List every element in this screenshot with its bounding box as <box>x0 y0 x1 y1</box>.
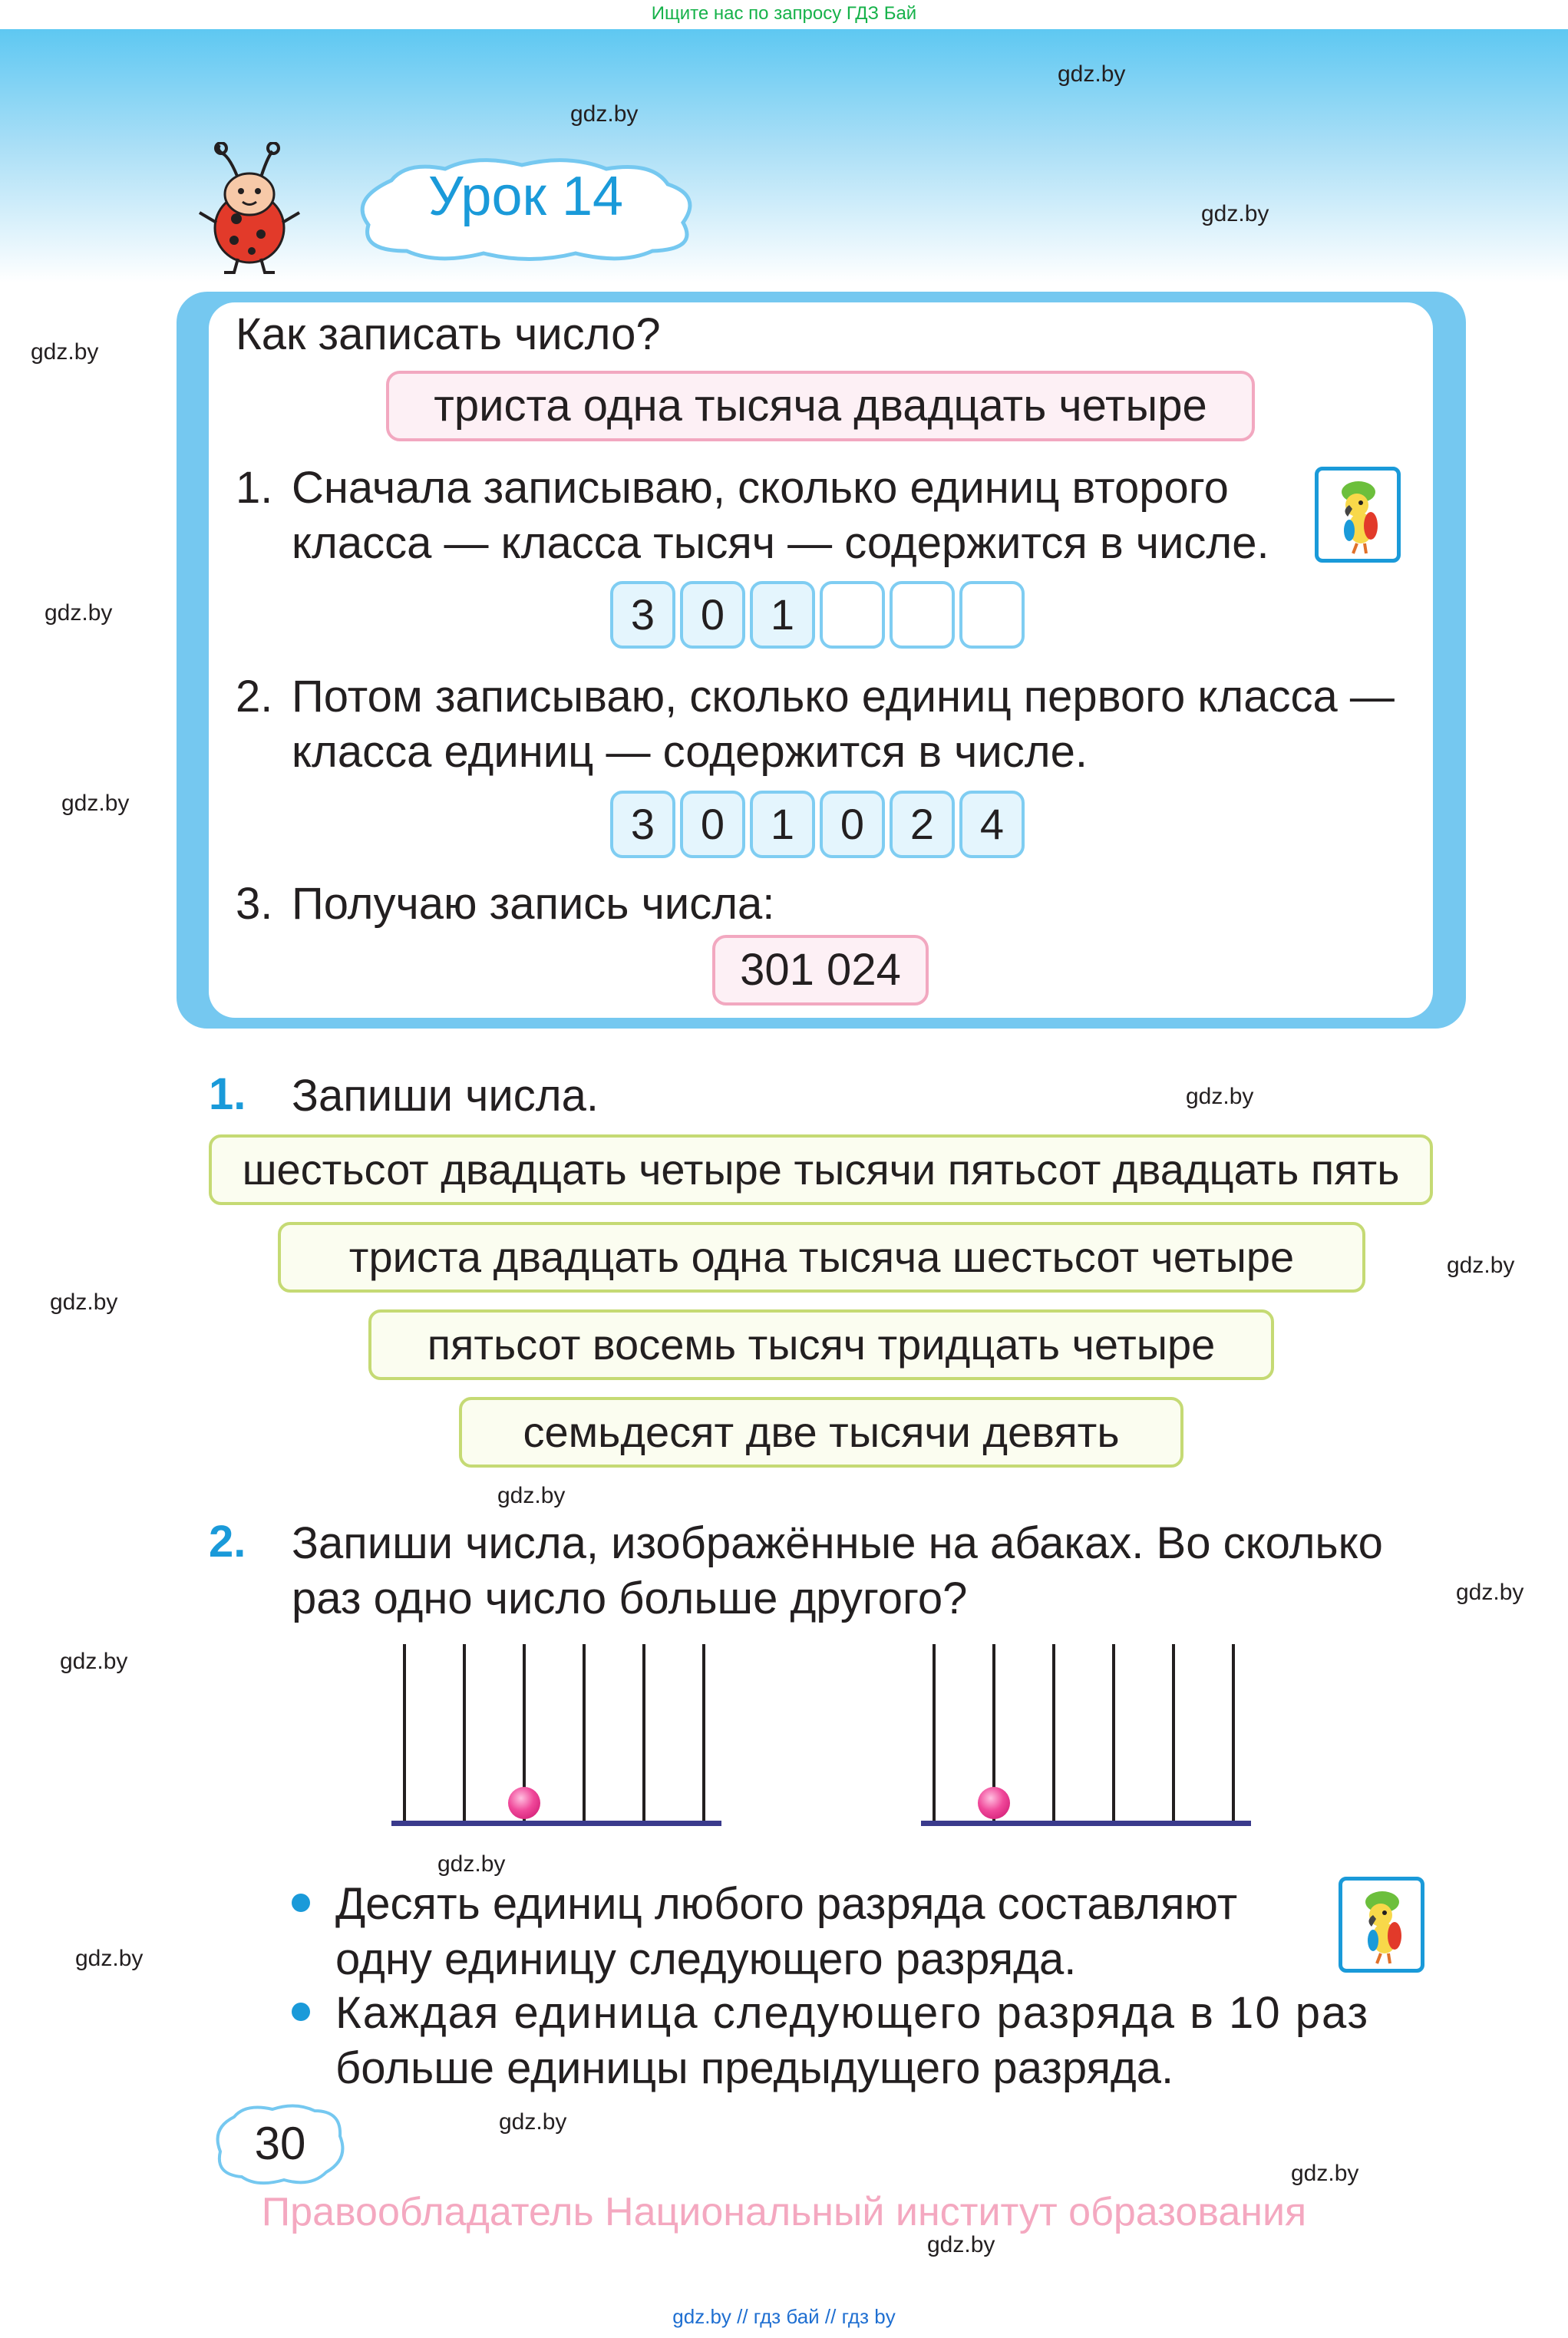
abacus-bead <box>508 1787 540 1819</box>
step1-line2: класса — класса тысяч — содержится в числе. <box>292 518 1269 568</box>
task1-item: триста двадцать одна тысяча шестьсот четыре <box>278 1222 1365 1293</box>
abacus-bead <box>978 1787 1010 1819</box>
step2-line2: класса единиц — содержится в числе. <box>292 727 1088 777</box>
abacus-rod <box>642 1644 645 1824</box>
task2-line2: раз одно число больше другого? <box>292 1574 968 1623</box>
watermark: gdz.by <box>437 1851 506 1877</box>
parrot-hint-icon <box>1315 467 1401 563</box>
copyright: Правообладатель Национальный институт образования <box>261 2190 1307 2234</box>
watermark: gdz.by <box>61 791 130 816</box>
abacus-rod <box>702 1644 705 1824</box>
step1-line1: Сначала записываю, сколько единиц второго <box>292 463 1229 513</box>
digit-cell: 4 <box>959 791 1025 858</box>
result-number: 301 024 <box>712 935 929 1006</box>
rule-line: одну единицу следующего разряда. <box>335 1934 1077 1984</box>
abacus-rod <box>933 1644 936 1824</box>
step3-number: 3. <box>236 879 273 929</box>
task1-title: Запиши числа. <box>292 1071 599 1121</box>
watermark: gdz.by <box>1447 1253 1515 1278</box>
info-question: Как записать число? <box>236 309 661 359</box>
abacus-rod <box>583 1644 586 1824</box>
lesson-title: Урок 14 <box>427 166 624 227</box>
digit-cell-empty <box>890 581 955 649</box>
rule-line: Каждая единица следующего разряда в 10 раз <box>335 1988 1370 2038</box>
watermark: gdz.by <box>75 1946 144 1971</box>
watermark: gdz.by <box>60 1649 128 1674</box>
rule-line: Десять единиц любого разряда составляют <box>335 1879 1238 1929</box>
digit-cell: 3 <box>610 581 675 649</box>
abacus-base <box>921 1821 1251 1826</box>
ladybug-icon <box>192 142 307 276</box>
watermark: gdz.by <box>570 101 639 127</box>
footer-links[interactable]: gdz.by // гдз бай // гдз by <box>672 2305 896 2328</box>
watermark: gdz.by <box>1456 1580 1524 1605</box>
abacus-rod <box>1052 1644 1055 1824</box>
abacus-left <box>391 1644 721 1828</box>
digit-cell: 0 <box>680 791 745 858</box>
watermark: gdz.by <box>1201 201 1269 226</box>
watermark: gdz.by <box>1291 2161 1359 2186</box>
digit-cell-empty <box>820 581 885 649</box>
watermark: gdz.by <box>1058 61 1126 87</box>
abacus-rod <box>463 1644 466 1824</box>
example-words: триста одна тысяча двадцать четыре <box>386 371 1255 441</box>
task2-number: 2. <box>209 1517 246 1567</box>
watermark: gdz.by <box>45 600 113 626</box>
step3-text: Получаю запись числа: <box>292 879 775 929</box>
digit-cell: 2 <box>890 791 955 858</box>
rule-line: больше единицы предыдущего разряда. <box>335 2043 1174 2093</box>
parrot-hint-icon <box>1339 1877 1424 1973</box>
top-search-hint[interactable]: Ищите нас по запросу ГДЗ Бай <box>651 3 917 24</box>
watermark: gdz.by <box>497 1483 566 1508</box>
digit-cell: 3 <box>610 791 675 858</box>
step2-line1: Потом записываю, сколько единиц первого класса — <box>292 672 1395 722</box>
abacus-rod <box>403 1644 406 1824</box>
step2-number: 2. <box>236 672 273 722</box>
digit-cell-empty <box>959 581 1025 649</box>
digits-row-thousands <box>610 581 1025 649</box>
bullet-icon <box>292 1894 310 1912</box>
watermark: gdz.by <box>927 2232 995 2257</box>
watermark: gdz.by <box>1186 1084 1254 1109</box>
abacus-rod <box>1232 1644 1235 1824</box>
abacus-right <box>921 1644 1251 1828</box>
task1-number: 1. <box>209 1069 246 1119</box>
bullet-icon <box>292 2003 310 2021</box>
digit-cell: 0 <box>820 791 885 858</box>
abacus-rod <box>1172 1644 1175 1824</box>
task1-item: шестьсот двадцать четыре тысячи пятьсот двадцать пять <box>209 1134 1433 1205</box>
step1-number: 1. <box>236 463 273 513</box>
task2-line1: Запиши числа, изображённые на абаках. Во сколько <box>292 1518 1383 1568</box>
digits-row-full <box>610 791 1025 858</box>
task1-item: пятьсот восемь тысяч тридцать четыре <box>368 1309 1274 1380</box>
watermark: gdz.by <box>50 1290 118 1315</box>
page-number: 30 <box>254 2118 306 2169</box>
abacus-rod <box>1112 1644 1115 1824</box>
digit-cell: 1 <box>750 791 815 858</box>
task1-item: семьдесят две тысячи девять <box>459 1397 1183 1468</box>
digit-cell: 1 <box>750 581 815 649</box>
watermark: gdz.by <box>499 2109 567 2135</box>
digit-cell: 0 <box>680 581 745 649</box>
abacus-base <box>391 1821 721 1826</box>
watermark: gdz.by <box>31 339 99 365</box>
